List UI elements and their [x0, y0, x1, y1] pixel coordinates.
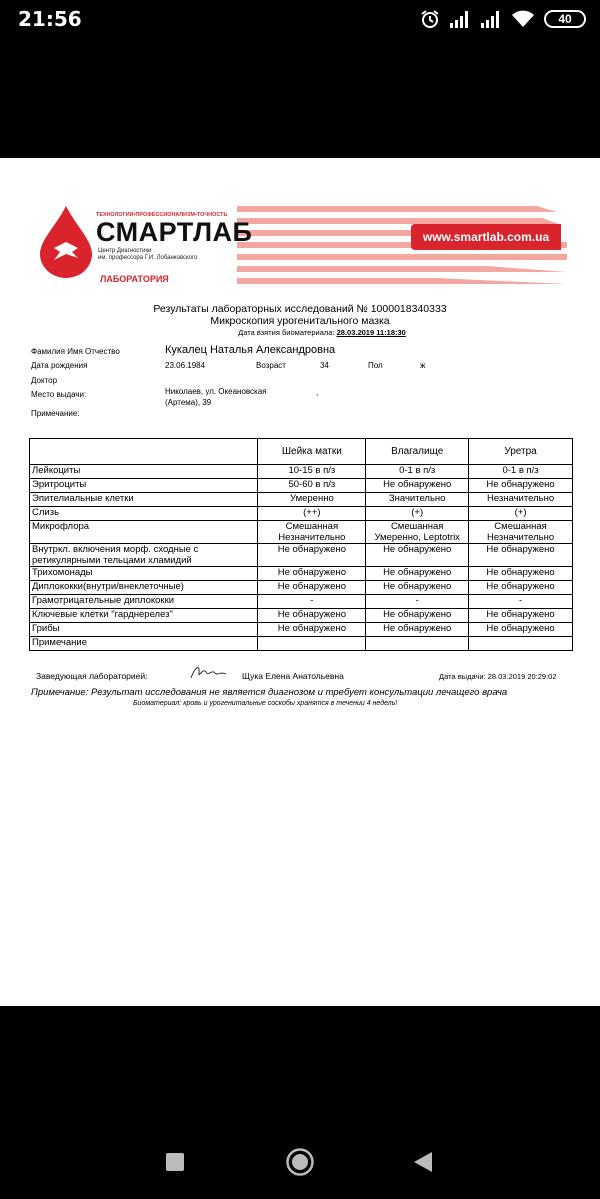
- result-cell: [469, 637, 573, 651]
- lab-website-link[interactable]: www.smartlab.com.ua: [411, 224, 561, 250]
- results-table-body: [30, 439, 573, 651]
- place-line2: (Артема), 39: [165, 398, 212, 407]
- age-label: Возраст: [256, 361, 286, 370]
- report-type: Микроскопия урогенитального мазка: [210, 315, 390, 327]
- signature-icon: [188, 663, 228, 683]
- recents-button[interactable]: [160, 1147, 190, 1177]
- parameter-name: Микрофлора: [30, 521, 258, 544]
- biomaterial-note: Биоматериал: кровь и урогенитальные соскобы хранятся в течении 4 недель!: [133, 700, 398, 707]
- place-comma: ,: [316, 388, 319, 397]
- battery-icon: [544, 10, 586, 28]
- result-cell: Не обнаружено: [258, 544, 366, 567]
- report-number: Результаты лабораторных исследований № 1000018340333: [153, 303, 447, 315]
- place-label: Место выдачи:: [31, 390, 87, 399]
- result-cell: (+): [366, 507, 469, 521]
- column-header: Влагалище: [366, 439, 469, 465]
- result-cell: (+): [469, 507, 573, 521]
- wifi-icon: [511, 10, 535, 28]
- age-value: 34: [320, 361, 329, 370]
- column-header: Шейка матки: [258, 439, 366, 465]
- signal-icon: [449, 10, 471, 28]
- result-cell: [366, 637, 469, 651]
- head-label: Заведующая лабораторией:: [36, 671, 148, 681]
- home-button[interactable]: [285, 1147, 315, 1177]
- patient-name: Кукалец Наталья Александровна: [165, 344, 336, 356]
- result-cell: -: [258, 595, 366, 609]
- table-row: [30, 465, 573, 479]
- navigation-bar: [0, 1125, 600, 1199]
- home-circle-icon: [285, 1147, 315, 1177]
- report-title: [0, 303, 600, 338]
- result-cell: Значительно: [366, 493, 469, 507]
- result-cell: Не обнаружено: [366, 581, 469, 595]
- table-row: [30, 507, 573, 521]
- result-cell: -: [469, 595, 573, 609]
- lab-header: [36, 186, 566, 286]
- table-row: [30, 595, 573, 609]
- result-cell: Не обнаружено: [258, 581, 366, 595]
- table-row: [30, 581, 573, 595]
- results-table: [29, 438, 573, 651]
- result-cell: Не обнаружено: [469, 567, 573, 581]
- result-cell: Смешанная Умеренно, Leptotrix: [366, 521, 469, 544]
- lab-label: ЛАБОРАТОРИЯ: [100, 274, 169, 284]
- result-cell: -: [366, 595, 469, 609]
- name-label: Фамилия Имя Отчество: [31, 347, 120, 356]
- disclaimer-note: Примечание: Результат исследования не является диагнозом и требует консультации лечащего врача: [31, 687, 508, 698]
- back-triangle-icon: [413, 1151, 433, 1173]
- column-header: Уретра: [469, 439, 573, 465]
- parameter-name: Грибы: [30, 623, 258, 637]
- parameter-name: Эпителиальные клетки: [30, 493, 258, 507]
- result-cell: 0-1 в п/з: [469, 465, 573, 479]
- doctor-label: Доктор: [31, 376, 58, 385]
- parameter-name: Ключевые клетки "гарднерелез": [30, 609, 258, 623]
- result-cell: Не обнаружено: [258, 567, 366, 581]
- parameter-name: Эритроциты: [30, 479, 258, 493]
- lab-subline: Центр Диагностики им. профессора Г.И. Лобанковского: [98, 248, 198, 261]
- battery-level: 40: [558, 12, 572, 26]
- table-row: [30, 521, 573, 544]
- result-cell: Умеренно: [258, 493, 366, 507]
- lab-brand: СМАРТЛАБ: [96, 217, 253, 247]
- result-cell: Не обнаружено: [469, 479, 573, 493]
- alarm-icon: [420, 9, 440, 29]
- result-cell: 0-1 в п/з: [366, 465, 469, 479]
- blood-drop-logo-icon: [36, 204, 96, 278]
- parameter-name: Грамотрицательные диплококки: [30, 595, 258, 609]
- result-cell: Смешанная Незначительно: [258, 521, 366, 544]
- result-cell: Не обнаружено: [469, 581, 573, 595]
- parameter-name: Лейкоциты: [30, 465, 258, 479]
- result-cell: Не обнаружено: [469, 544, 573, 567]
- note-label: Примечание:: [31, 409, 80, 418]
- dob-value: 23.06.1984: [165, 361, 206, 370]
- result-cell: 10-15 в п/з: [258, 465, 366, 479]
- issue-date: Дата выдачи: 28.03.2019 20:29:02: [439, 672, 557, 681]
- parameter-name: Трихомонады: [30, 567, 258, 581]
- result-cell: Незначительно: [469, 493, 573, 507]
- dob-label: Дата рождения: [31, 361, 88, 370]
- sex-label: Пол: [368, 361, 383, 370]
- signal-icon: [480, 10, 502, 28]
- table-header-row: [30, 439, 573, 465]
- parameter-name: Примечание: [30, 637, 258, 651]
- status-bar: [0, 0, 600, 38]
- sample-date: Дата взятия биоматериала: 28.03.2019 11:18:30: [238, 328, 406, 337]
- result-cell: Не обнаружено: [366, 567, 469, 581]
- parameter-name: Диплококки(внутри/внеклеточные): [30, 581, 258, 595]
- result-cell: Не обнаружено: [366, 479, 469, 493]
- table-row: [30, 567, 573, 581]
- result-cell: Не обнаружено: [469, 609, 573, 623]
- table-row: [30, 637, 573, 651]
- result-cell: Смешанная Незначительно: [469, 521, 573, 544]
- result-cell: (++): [258, 507, 366, 521]
- back-button[interactable]: [408, 1147, 438, 1177]
- status-icons: [420, 8, 586, 30]
- result-cell: 50-60 в п/з: [258, 479, 366, 493]
- result-cell: Не обнаружено: [258, 623, 366, 637]
- table-row: [30, 544, 573, 567]
- table-row: [30, 609, 573, 623]
- parameter-name: Внутркл. включения морф. сходные с ретикулярными тельцами хламидий: [30, 544, 258, 567]
- result-cell: Не обнаружено: [258, 609, 366, 623]
- result-cell: Не обнаружено: [366, 544, 469, 567]
- column-header: [30, 439, 258, 465]
- parameter-name: Слизь: [30, 507, 258, 521]
- result-cell: Не обнаружено: [366, 623, 469, 637]
- table-row: [30, 623, 573, 637]
- result-cell: [258, 637, 366, 651]
- square-icon: [166, 1153, 184, 1171]
- sex-value: ж: [420, 361, 426, 370]
- head-name: Щука Елена Анатольевна: [242, 671, 344, 681]
- place-line1: Николаев, ул. Океановская: [165, 387, 267, 396]
- table-row: [30, 493, 573, 507]
- document-page: [0, 158, 600, 1006]
- result-cell: Не обнаружено: [366, 609, 469, 623]
- lab-tagline: ТЕХНОЛОГИИ•ПРОФЕССИОНАЛИЗМ•ТОЧНОСТЬ: [96, 212, 228, 218]
- clock: 21:56: [18, 7, 82, 31]
- table-row: [30, 479, 573, 493]
- result-cell: Не обнаружено: [469, 623, 573, 637]
